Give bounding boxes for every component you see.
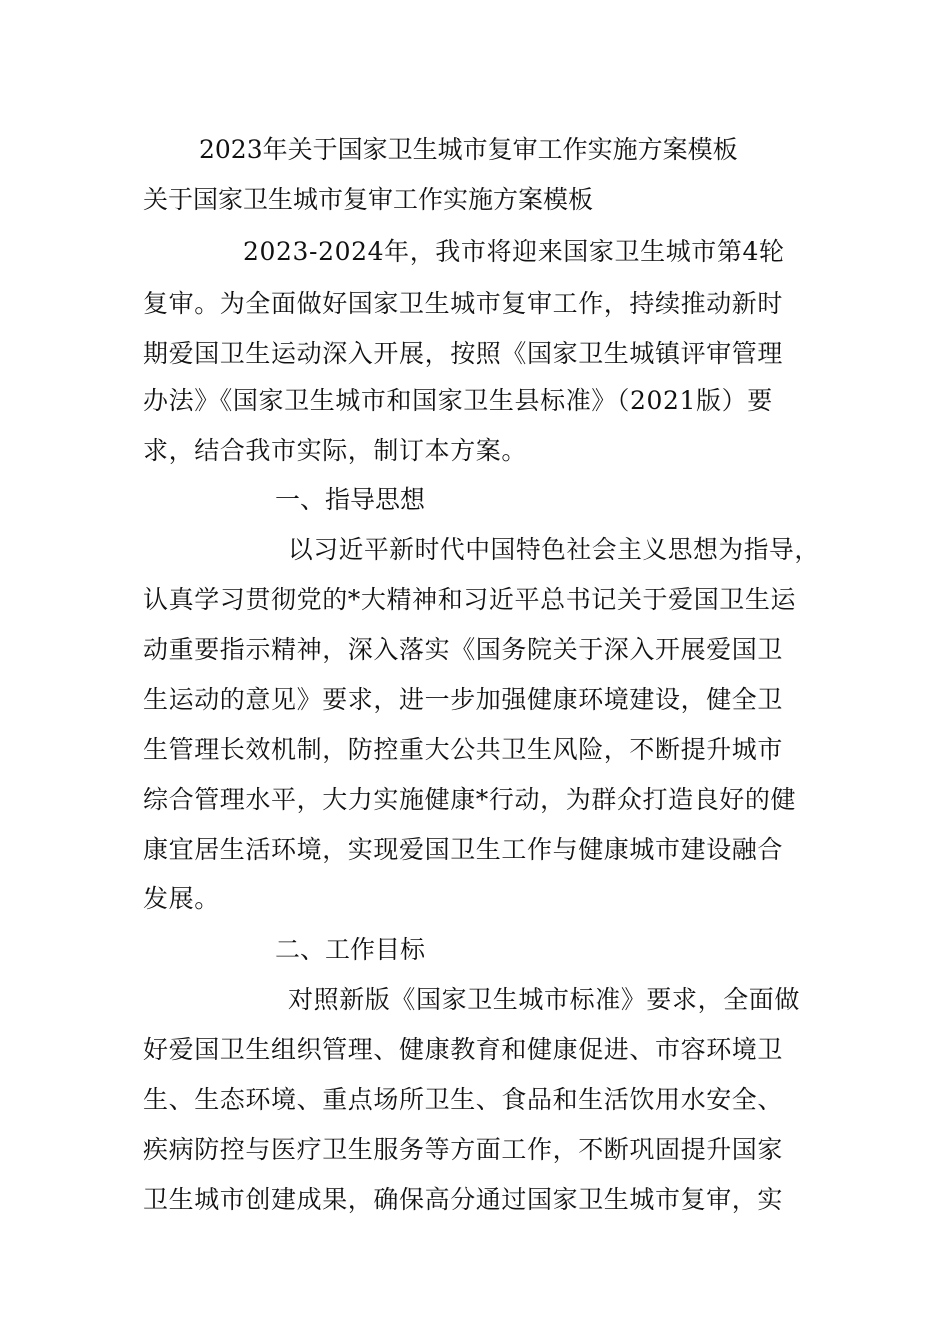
section2-line: 对照新版《国家卫生城市标准》要求，全面做 [288,985,801,1014]
section2-line: 卫生城市创建成果，确保高分通过国家卫生城市复审，实 [143,1185,784,1214]
section1-line: 发展。 [143,884,220,913]
document-title: 2023年关于国家卫生城市复审工作实施方案模板 [199,135,738,164]
intro-line: 复审。为全面做好国家卫生城市复审工作，持续推动新时 [143,289,784,318]
section2-line: 好爱国卫生组织管理、健康教育和健康促进、市容环境卫 [143,1035,784,1064]
section1-line: 以习近平新时代中国特色社会主义思想为指导， [288,535,820,564]
section-heading-work-goals: 二、工作目标 [275,935,426,964]
section1-line: 动重要指示精神，深入落实《国务院关于深入开展爱国卫 [143,635,784,664]
section1-line: 生管理长效机制，防控重大公共卫生风险，不断提升城市 [143,735,784,764]
section1-line: 综合管理水平，大力实施健康*行动，为群众打造良好的健 [143,785,797,814]
section1-line: 生运动的意见》要求，进一步加强健康环境建设，健全卫 [143,685,784,714]
section1-line: 康宜居生活环境，实现爱国卫生工作与健康城市建设融合 [143,835,784,864]
intro-line: 求，结合我市实际，制订本方案。 [143,436,528,465]
section-heading-guiding-thought: 一、指导思想 [275,485,426,514]
intro-line: 办法》《国家卫生城市和国家卫生县标准》（2021版）要 [143,386,773,415]
intro-line: 期爱国卫生运动深入开展，按照《国家卫生城镇评审管理 [143,339,784,368]
section2-line: 疾病防控与医疗卫生服务等方面工作，不断巩固提升国家 [143,1135,784,1164]
document-subtitle: 关于国家卫生城市复审工作实施方案模板 [143,185,594,214]
section1-line: 认真学习贯彻党的*大精神和习近平总书记关于爱国卫生运 [143,585,797,614]
section2-line: 生、生态环境、重点场所卫生、食品和生活饮用水安全、 [143,1085,784,1114]
intro-line: 2023-2024年，我市将迎来国家卫生城市第4轮 [243,237,785,266]
